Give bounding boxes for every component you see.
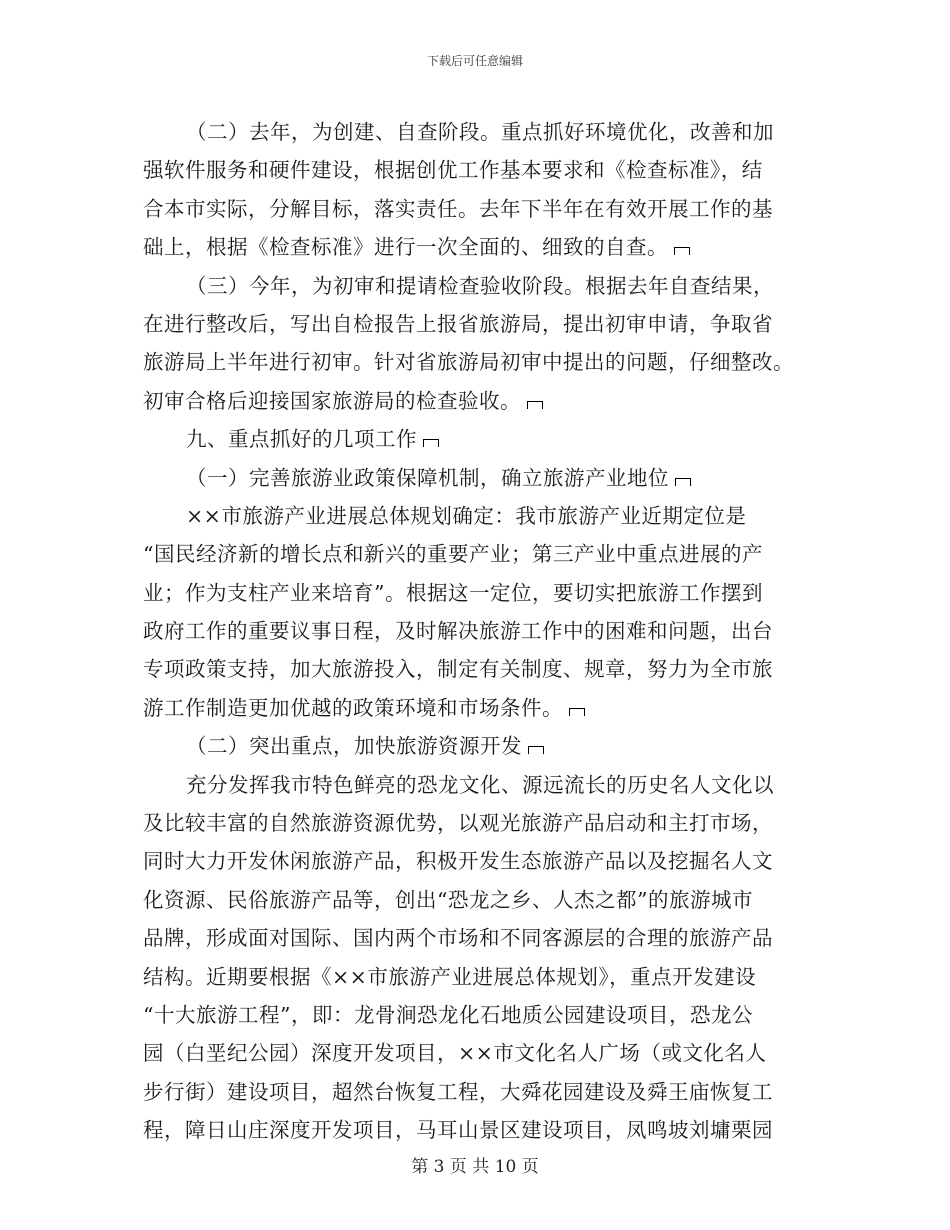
text-line [143, 228, 813, 266]
text-line-content: 同时大力开发休闲旅游产品，积极开发生态旅游产品以及挖掘名人文 [143, 849, 773, 874]
text-line [143, 497, 813, 535]
text-line-content: （二）去年，为创建、自查阶段。重点抓好环境优化，改善和加 [186, 120, 774, 144]
text-line [143, 842, 813, 880]
text-line-content: “国民经济新的增长点和新兴的重要产业；第三产业中重点进展的产 [143, 542, 763, 567]
text-line [143, 113, 813, 151]
text-line-content: 初审合格后迎接国家旅游局的检查验收。 [143, 388, 521, 413]
text-line [143, 151, 813, 189]
text-line [143, 190, 813, 228]
paragraph-mark-icon [527, 401, 543, 409]
text-line [143, 535, 813, 573]
text-line-content: 结构。近期要根据《××市旅游产业进展总体规划》，重点开发建设 [143, 964, 757, 989]
paragraph-mark-icon [674, 247, 690, 255]
text-line [143, 459, 813, 497]
paragraph-mark-icon [423, 439, 439, 447]
text-line [143, 650, 813, 688]
text-line-content: 及比较丰富的自然旅游资源优势，以观光旅游产品启动和主打市场， [143, 811, 773, 836]
text-line-content: 园（白垩纪公园）深度开发项目，××市文化名人广场（或文化名人 [143, 1041, 767, 1066]
text-line-content: 步行街）建设项目，超然台恢复工程，大舜花园建设及舜王庙恢复工 [143, 1079, 773, 1104]
text-line-content: ××市旅游产业进展总体规划确定：我市旅游产业近期定位是 [186, 503, 747, 528]
text-line [143, 574, 813, 612]
text-line [143, 996, 813, 1034]
document-body [143, 113, 813, 1150]
page-header: 下载后可任意编辑 [426, 54, 523, 68]
text-line-content: 在进行整改后，写出自检报告上报省旅游局，提出初审申请，争取省 [143, 311, 773, 336]
text-line [143, 881, 813, 919]
text-line [143, 689, 813, 727]
text-line [143, 766, 813, 804]
text-line [143, 1111, 813, 1149]
text-line-content: （一）完善旅游业政策保障机制，确立旅游产业地位 [186, 465, 669, 490]
text-line-content: 专项政策支持，加大旅游投入，制定有关制度、规章，努力为全市旅 [143, 657, 773, 682]
text-line-content: 强软件服务和硬件建设，根据创优工作基本要求和《检查标准》，结 [143, 158, 763, 183]
text-line [143, 420, 813, 458]
paragraph-mark-icon [569, 708, 585, 716]
text-line-content: 游工作制造更加优越的政策环境和市场条件。 [143, 695, 563, 720]
text-line [143, 1073, 813, 1111]
text-line-content: 品牌，形成面对国际、国内两个市场和不同客源层的合理的旅游产品 [143, 926, 773, 951]
text-line-content: 化资源、民俗旅游产品等，创出“恐龙之乡、人杰之都”的旅游城市 [143, 887, 753, 912]
text-line [143, 919, 813, 957]
text-line [143, 267, 813, 305]
text-line [143, 958, 813, 996]
text-line-content: 业；作为支柱产业来培育”。根据这一定位，要切实把旅游工作摆到 [143, 580, 763, 605]
text-line-content: 政府工作的重要议事日程，及时解决旅游工作中的困难和问题，出台 [143, 619, 773, 644]
text-line-content: 九、重点抓好的几项工作 [186, 427, 417, 452]
text-line [143, 382, 813, 420]
text-line [143, 305, 813, 343]
paragraph-mark-icon [675, 478, 691, 486]
text-line-content: “十大旅游工程”，即：龙骨涧恐龙化石地质公园建设项目，恐龙公 [143, 1002, 753, 1027]
text-line-content: （三）今年，为初审和提请检查验收阶段。根据去年自查结果， [186, 273, 774, 298]
text-line-content: 础上，根据《检查标准》进行一次全面的、细致的自查。 [143, 235, 668, 260]
text-line [143, 343, 813, 381]
text-line [143, 1034, 813, 1072]
page-footer: 第 3 页 共 10 页 [411, 1157, 539, 1177]
text-line [143, 727, 813, 765]
text-line-content: 旅游局上半年进行初审。针对省旅游局初审中提出的问题，仔细整改。 [143, 350, 794, 375]
text-line-content: （二）突出重点，加快旅游资源开发 [186, 734, 522, 759]
text-line [143, 804, 813, 842]
paragraph-mark-icon [528, 746, 544, 754]
text-line-content: 合本市实际，分解目标，落实责任。去年下半年在有效开展工作的基 [143, 196, 773, 221]
text-line [143, 612, 813, 650]
text-line-content: 充分发挥我市特色鲜亮的恐龙文化、源远流长的历史名人文化以 [186, 772, 774, 797]
text-line-content: 程，障日山庄深度开发项目，马耳山景区建设项目，凤鸣坡刘墉栗园 [143, 1118, 773, 1143]
